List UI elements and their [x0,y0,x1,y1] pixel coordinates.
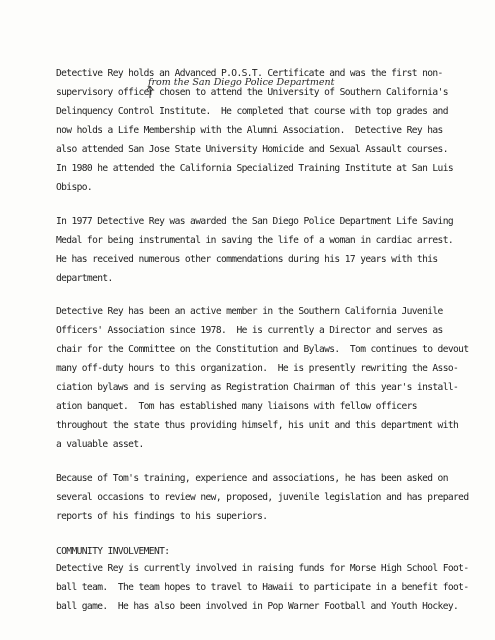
handwritten-insert: from the San Diego Police Department [148,77,335,88]
paragraph-4-line-2: several occasions to review new, proposed, juvenile legislation and has prepared [56,492,469,503]
community-paragraph-line-2: ball team. The team hopes to travel to Hawaii to participate in a benefit foot- [56,582,469,593]
paragraph-3-line-2: Officers' Association since 1978. He is currently a Director and serves as [56,325,443,336]
paragraph-3-line-1: Detective Rey has been an active member in the Southern California Juvenile [56,306,443,317]
community-paragraph-line-3: ball game. He has also been involved in Pop Warner Football and Youth Hockey. [56,601,459,612]
paragraph-1-line-4: now holds a Life Membership with the Alumni Association. Detective Rey has [56,125,443,136]
section-heading-community-involvement: COMMUNITY INVOLVEMENT: [56,546,170,557]
paragraph-1-line-7: Obispo. [56,182,93,193]
paragraph-4-line-1: Because of Tom's training, experience and associations, he has been asked on [56,473,448,484]
paragraph-1-line-1: Detective Rey holds an Advanced P.O.S.T. Certificate and was the first non- [56,68,443,79]
paragraph-1-line-5: also attended San Jose State University Homicide and Sexual Assault courses. [56,144,448,155]
community-paragraph-line-1: Detective Rey is currently involved in raising funds for Morse High School Foot- [56,563,469,574]
paragraph-2-line-2: Medal for being instrumental in saving the life of a woman in cardiac arrest. [56,235,454,246]
paragraph-3-line-3: chair for the Committee on the Constitution and Bylaws. Tom continues to devout [56,344,469,355]
paragraph-1-line-2: supervisory officer chosen to attend the University of Southern California's [56,87,448,98]
paragraph-4-line-3: reports of his findings to his superiors. [56,511,268,522]
paragraph-3-line-4: many off-duty hours to this organization. He is presently rewriting the Asso- [56,363,459,374]
paragraph-3-line-5: ciation bylaws and is serving as Registration Chairman of this year's install- [56,382,459,393]
paragraph-3-line-7: throughout the state thus providing himself, his unit and this department with [56,420,459,431]
paragraph-1-line-6: In 1980 he attended the California Specialized Training Institute at San Luis [56,163,454,174]
paragraph-1-line-3: Delinquency Control Institute. He completed that course with top grades and [56,106,448,117]
paragraph-2-line-3: He has received numerous other commendations during his 17 years with this [56,254,438,265]
paragraph-3-line-6: ation banquet. Tom has established many liaisons with fellow officers [56,401,417,412]
paragraph-2-line-4: department. [56,273,113,284]
paragraph-2-line-1: In 1977 Detective Rey was awarded the San Diego Police Department Life Saving [56,216,454,227]
paragraph-3-line-8: a valuable asset. [56,439,144,450]
